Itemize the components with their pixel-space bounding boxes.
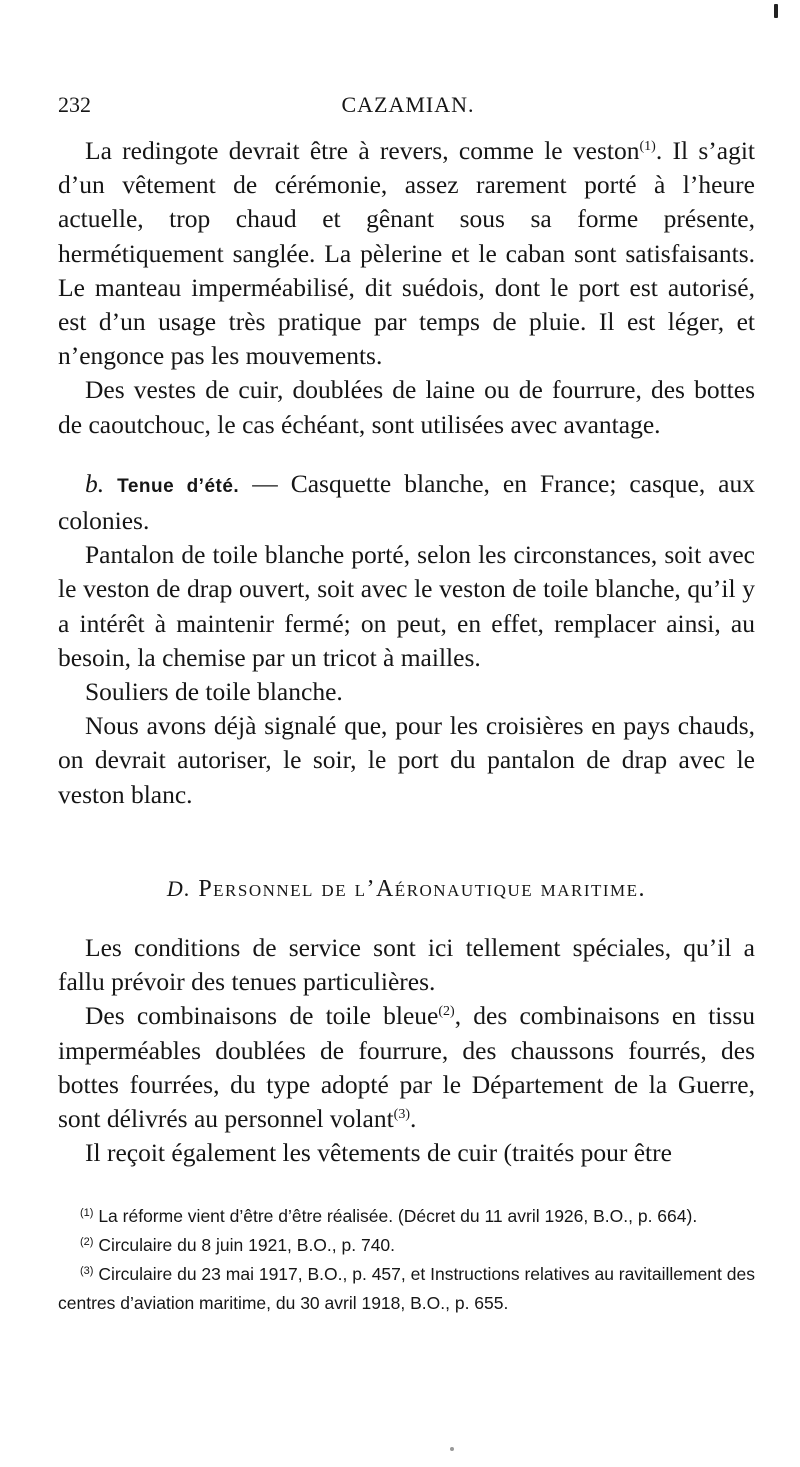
paragraph: Les conditions de service sont ici tellement spéciales, qu’il a fallu prévoir des tenues particulières. <box>58 933 755 997</box>
footnote-text: Circulaire du 8 juin 1921, B.O., p. 740. <box>98 1235 396 1255</box>
paragraph <box>58 134 755 373</box>
page-header <box>58 92 758 122</box>
footnote-ref: (2) <box>438 1004 455 1020</box>
paragraph: Pantalon de toile blanche porté, selon les circonstances, soit avec le veston de drap ouvert, soit avec le veston de toile blanche, qu’il y a intérêt à maintenir fermé; on peut, en effet, remplacer ainsi, au besoin, la chemise par un tricot à mailles. <box>58 540 755 672</box>
paragraph: Il reçoit également les vêtements de cuir (traités pour être <box>85 1138 672 1168</box>
paragraph-text: , des combinaisons en tissu imperméables doublées de fourrure, des chaussons fourrés, des bottes fourrées, du type adopté par le Département de la Guerre, sont délivrés au personnel volant <box>58 1001 755 1134</box>
footnote <box>58 1202 755 1231</box>
footnote-mark: (1) <box>80 1207 94 1219</box>
running-title: CAZAMIAN. <box>341 92 475 117</box>
footnote-mark: (3) <box>80 1265 94 1277</box>
spacer <box>58 442 755 467</box>
section-heading <box>58 872 755 906</box>
paragraph: Des vestes de cuir, doublées de laine ou de fourrure, des bottes de caoutchouc, le cas échéant, sont utilisées avec avantage. <box>58 375 755 439</box>
footnote-text: Circulaire du 23 mai 1917, B.O., p. 457, et Instructions relatives au ravitaillement des centres d’aviation maritime, du 30 avril 1918, B.O., p. 655. <box>58 1264 755 1313</box>
paragraph: Nous avons déjà signalé que, pour les croisières en pays chauds, on devrait autoriser, le soir, le port du pantalon de drap avec le veston blanc. <box>58 711 755 809</box>
paragraph-text: . Il s’agit d’un vêtement de cérémonie, assez rarement porté à l’heure actuelle, trop chaud et gênant sous sa forme présente, hermétiquement sanglée. La pèlerine et le caban sont satisfaisants. Le manteau imperméabilisé, dit suédois, dont le port est autorisé, est d’un usage très pratique par temps de pluie. Il est léger, et n’engonce pas les mouvements. <box>58 136 755 371</box>
paragraph-text: La redingote devrait être à revers, comme le veston <box>85 136 640 165</box>
footnote <box>58 1260 755 1318</box>
footnotes <box>58 1202 755 1318</box>
spacer <box>58 906 755 931</box>
footnote-mark: (2) <box>80 1236 94 1248</box>
paragraph <box>58 999 755 1136</box>
subsection-paragraph <box>58 467 755 538</box>
scan-speck <box>450 1447 454 1451</box>
body-text <box>58 134 755 1170</box>
footnote-ref: (3) <box>393 1107 410 1123</box>
page-number: 232 <box>58 92 91 117</box>
section-label: D. <box>166 875 192 901</box>
section-title: Personnel de l’Aéronautique maritime. <box>198 875 647 902</box>
footnote-ref: (1) <box>639 139 656 154</box>
footnote <box>58 1231 755 1260</box>
subsection-title: Tenue d’été. <box>117 475 240 497</box>
paragraph-text: — Casquette blanche, en France; casque, aux colonies. <box>58 468 756 536</box>
footnote-text: La réforme vient d’être d’être réalisée. (Décret du 11 avril 1926, B.O., p. 664). <box>98 1206 698 1226</box>
paragraph-text: . <box>410 1104 417 1134</box>
scan-mark <box>774 4 778 18</box>
paragraph-text: Des combinaisons de toile bleue <box>85 1001 439 1031</box>
paragraph: Souliers de toile blanche. <box>85 677 343 707</box>
subsection-label: b. <box>85 468 105 498</box>
spacer <box>58 812 755 872</box>
